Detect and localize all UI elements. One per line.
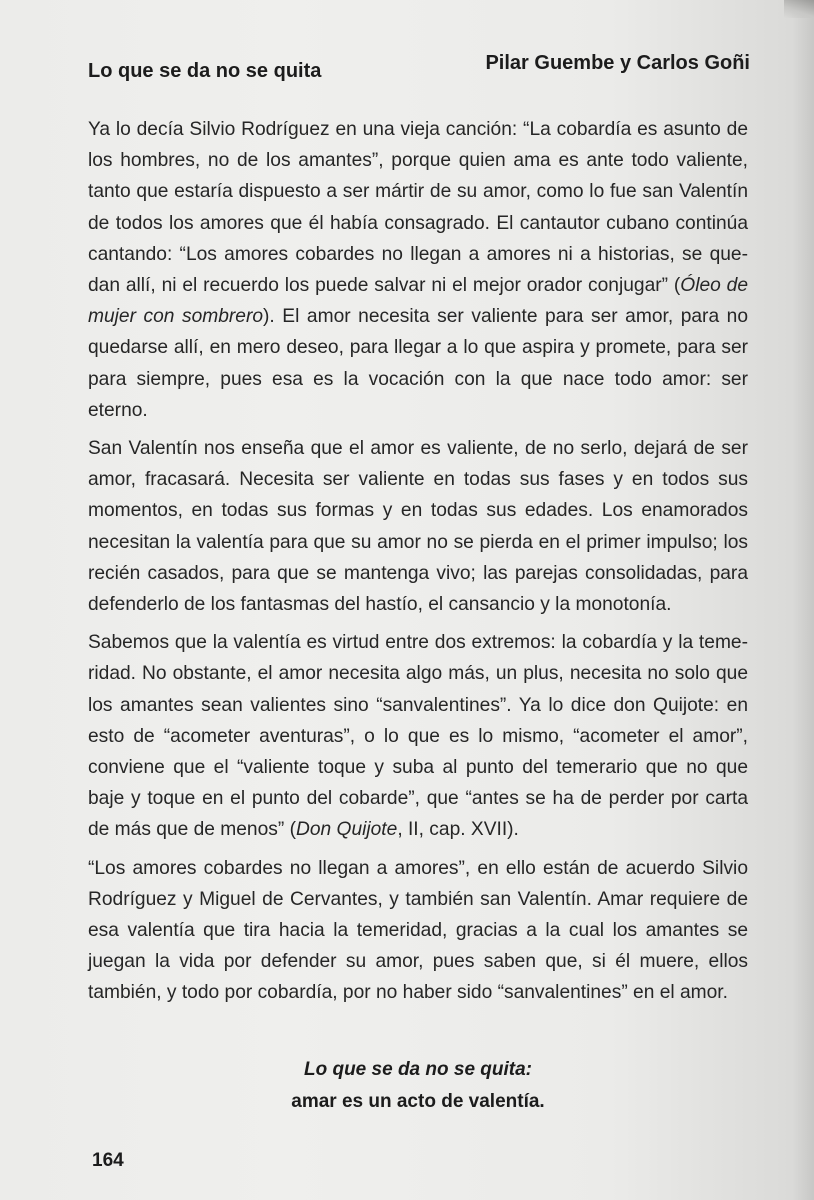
paragraph-2: San Valentín nos enseña que el amor es valiente, de no serlo, dejará de ser amor, fracasará. Necesita ser valiente en todas sus fases y en todos sus momentos, en todas sus formas y en todas sus edades. Los enamorados necesitan la valentía para que su amor no se pierda en el primer impulso; los recién casados, para que se mantenga vivo; las parejas consolidadas, para defenderlo de los fantasmas del hastío, el cansancio y la monotonía. — [88, 438, 748, 616]
running-authors: Pilar Guembe y Carlos Goñi — [485, 52, 750, 74]
page-number: 164 — [92, 1150, 124, 1171]
paragraph-3-text-a: Sabemos que la valentía es virtud entre dos extremos: la cobardía y la temeridad. No obstante, el amor necesita algo más, un plus, necesita no solo que los amantes sean valientes sino “sanvalentines”. Ya lo dice don Quijote: en esto de “acometer aventuras”, o lo que es lo mismo, “acometer el amor”, conviene que el “valiente toque y suba al punto del temerario que no que baje y toque en el punto del cobarde”, que “antes se ha de perder por carta de más que de menos” ( — [88, 632, 748, 841]
body-text — [88, 114, 748, 1016]
paragraph-4: “Los amores cobardes no llegan a amores”, en ello están de acuerdo Silvio Rodríguez y Miguel de Cervantes, y también san Valentín. Amar requiere de esa valentía que tira hacia la temeridad, gracias a la cual los amantes se juegan la vida por defender su amor, pues saben que, si él muere, ellos también, y todo por cobardía, por no haber sido “sanvalentines” en el amor. — [88, 857, 748, 1004]
closing-motto — [88, 1054, 748, 1118]
running-title: Lo que se da no se quita — [88, 60, 322, 82]
paragraph-3-text-b: , II, cap. XVII). — [397, 819, 519, 841]
page-edge-shadow — [792, 0, 814, 1200]
paragraph-3-italic-title: Don Quijote — [295, 819, 398, 841]
closing-line-2: amar es un acto de valentía. — [291, 1091, 545, 1112]
page-corner — [784, 0, 814, 18]
paragraph-1-text-a: Ya lo decía Silvio Rodríguez en una vieja canción: “La cobardía es asunto de los hombres, no de los amantes”, porque quien ama es ante todo valiente, tanto que estaría dispuesto a ser mártir de su amor, como lo fue san Valentín de todos los amores que él había consagrado. El cantautor cubano continúa cantando: “Los amores cobardes no llegan a amores ni a historias, se quedan allí, ni el recuerdo los puede salvar ni el mejor orador conjugar” ( — [88, 119, 748, 297]
paragraph-1-italic-title: Óleo de mujer con sombrero — [88, 275, 749, 328]
paragraph-1 — [88, 114, 748, 426]
paragraph-1-text-b: ). El amor necesita ser valiente para ser amor, para no quedarse allí, en mero deseo, para llegar a lo que aspira y promete, para ser para siempre, pues esa es la vocación con la que nace todo amor: ser eterno. — [88, 306, 748, 421]
closing-line-1: Lo que se da no se quita: — [303, 1059, 533, 1080]
paragraph-3 — [88, 627, 748, 845]
